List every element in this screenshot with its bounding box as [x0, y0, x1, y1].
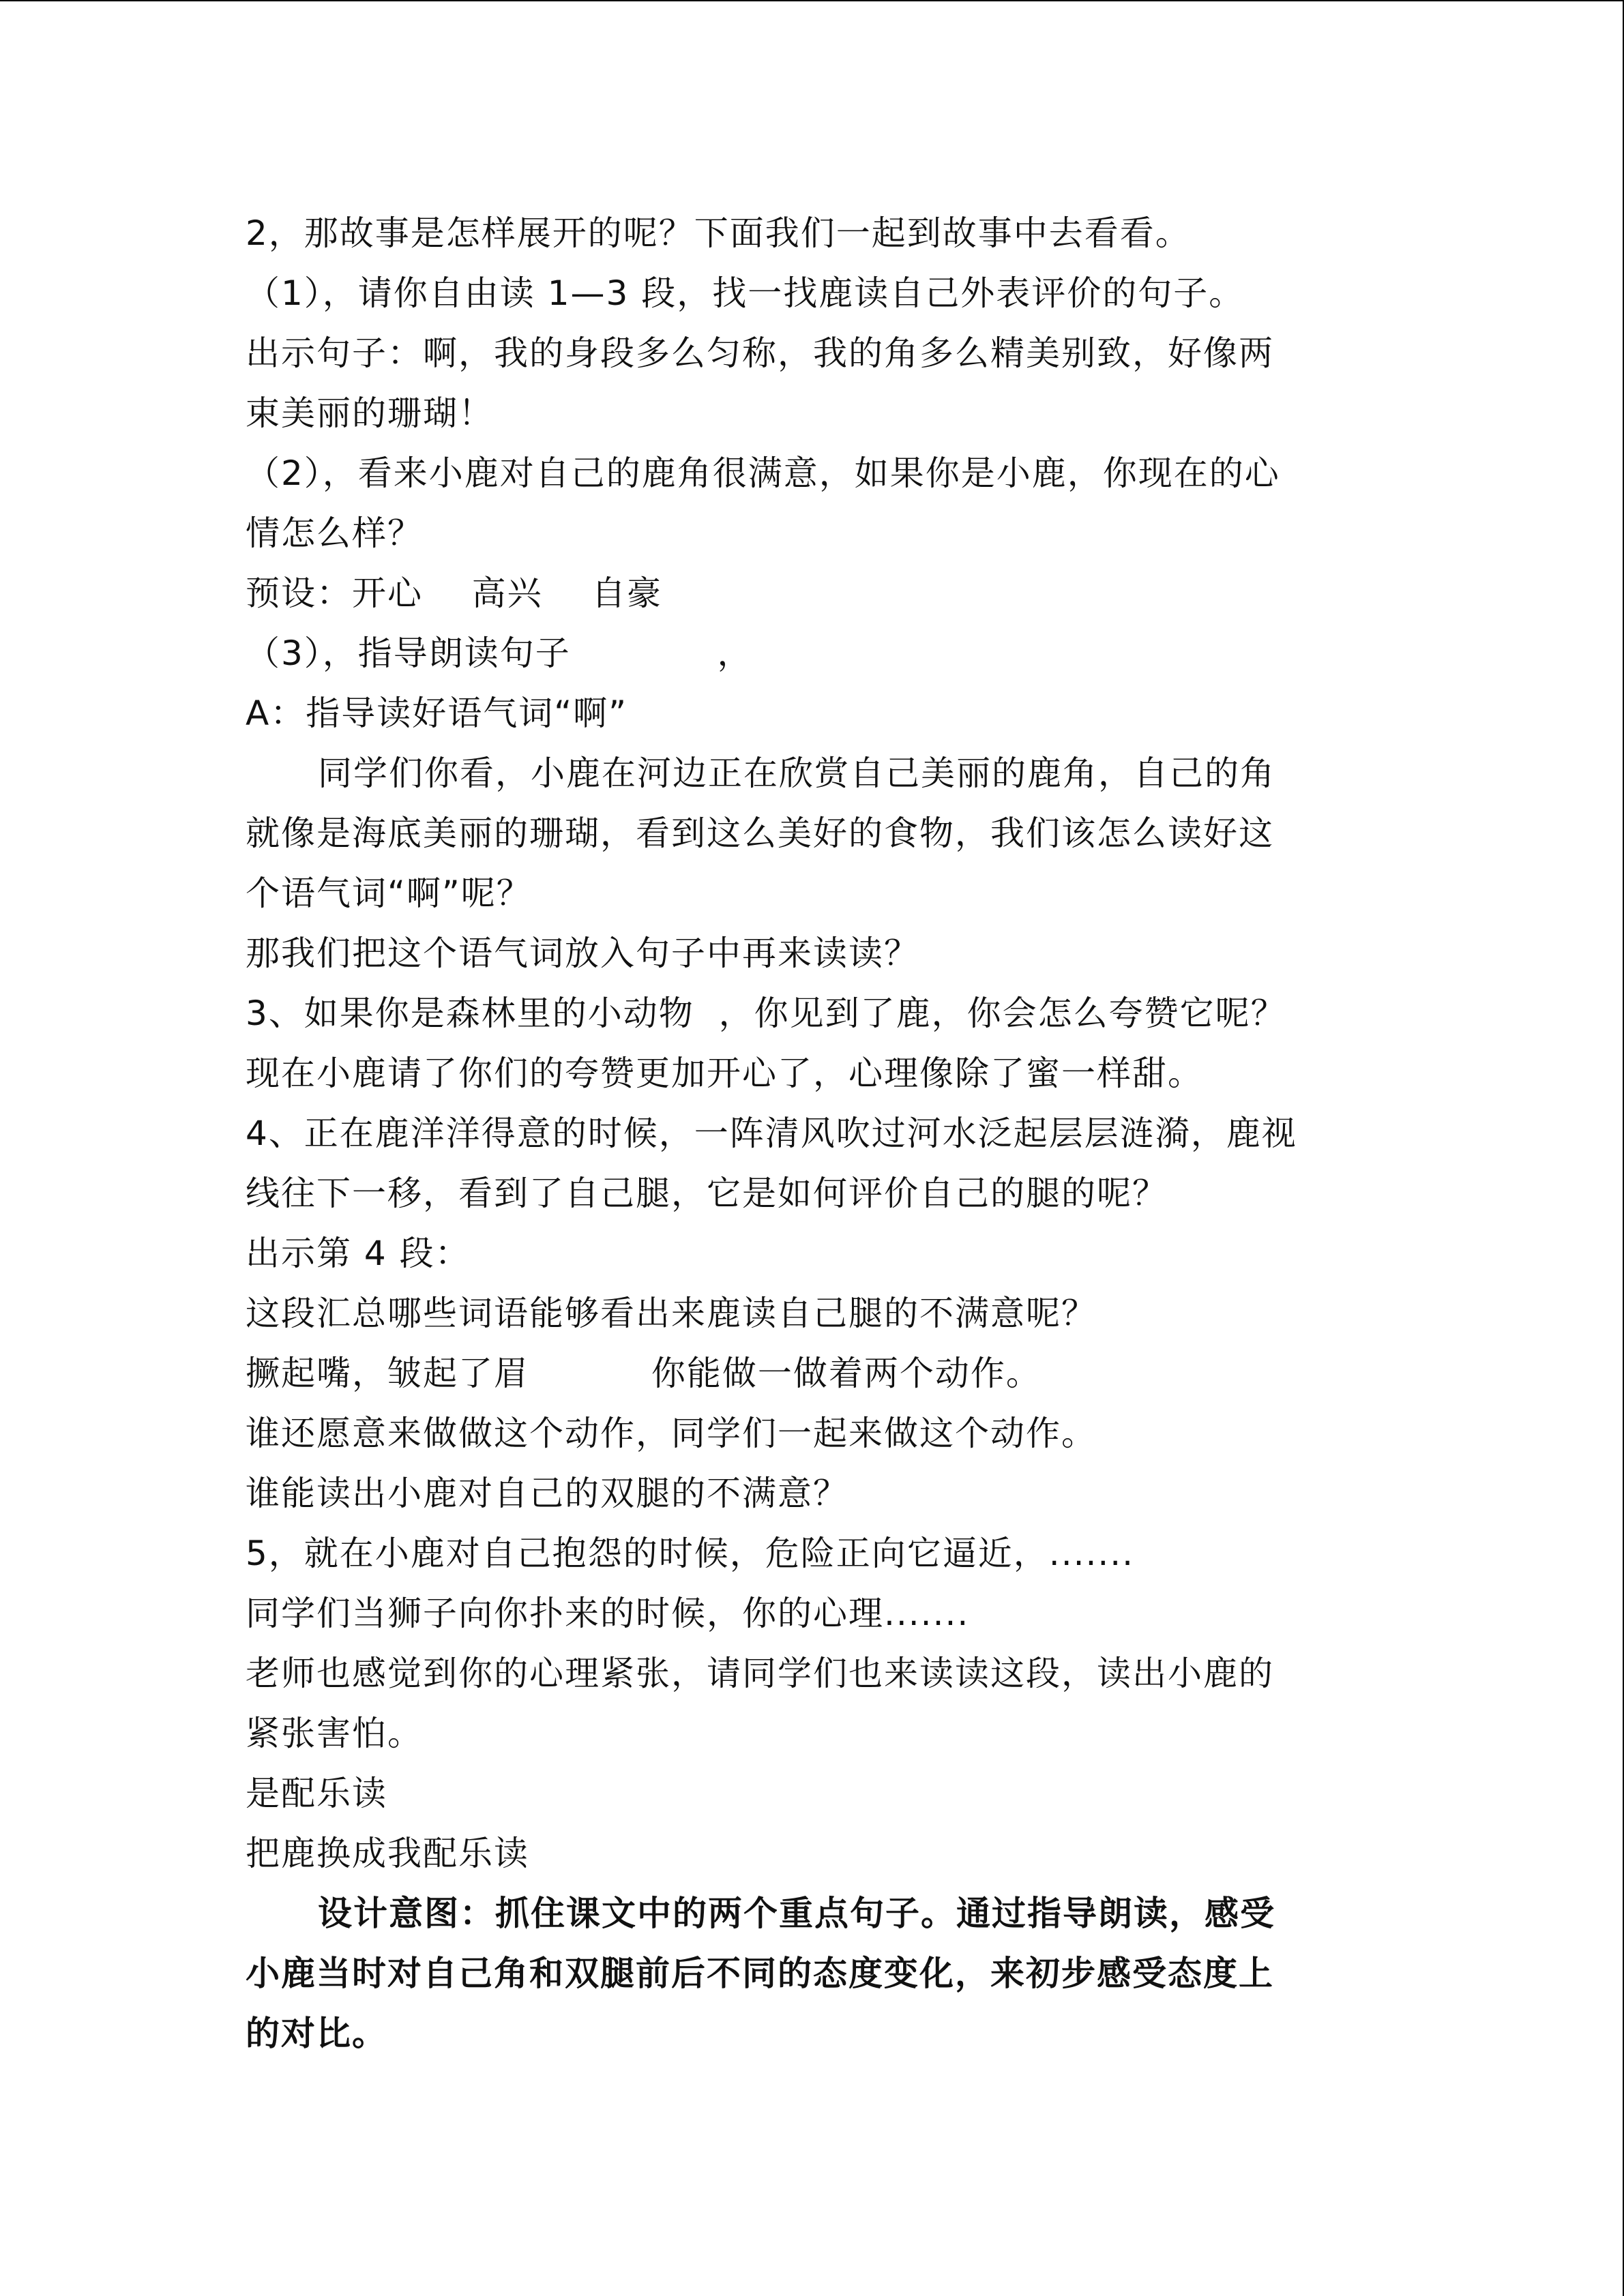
document-body	[246, 203, 1378, 2063]
page-border-top	[0, 0, 1624, 1]
paragraph-line: 2，那故事是怎样展开的呢？下面我们一起到故事中去看看。	[246, 213, 1191, 253]
paragraph-line: 出示第 4 段：	[246, 1234, 471, 1273]
paragraph-line: 这段汇总哪些词语能够看出来鹿读自己腿的不满意呢？	[246, 1294, 1097, 1333]
design-intent-line: 小鹿当时对自己角和双腿前后不同的态度变化，来初步感受态度上	[246, 1954, 1274, 1993]
paragraph-line: A：指导读好语气词“啊”	[246, 694, 628, 733]
paragraph-line: （3），指导朗读句子 ，	[246, 633, 753, 673]
paragraph-line: 4、正在鹿洋洋得意的时候，一阵清风吹过河水泛起层层涟漪，鹿视	[246, 1114, 1297, 1153]
paragraph-line: 个语气词“啊”呢？	[246, 874, 532, 913]
paragraph-line: 预设：开心 高兴 自豪	[246, 573, 663, 613]
paragraph-line: 线往下一移，看到了自己腿，它是如何评价自己的腿的呢？	[246, 1174, 1168, 1213]
paragraph-line: 同学们你看，小鹿在河边正在欣赏自己美丽的鹿角，自己的角	[318, 754, 1275, 793]
paragraph-line: 束美丽的珊瑚！	[246, 393, 494, 433]
paragraph-line: 现在小鹿请了你们的夸赞更加开心了，心理像除了蜜一样甜。	[246, 1054, 1203, 1093]
design-intent-line: 设计意图：抓住课文中的两个重点句子。通过指导朗读，感受	[318, 1894, 1275, 1933]
paragraph-line: 把鹿换成我配乐读	[246, 1834, 529, 1873]
paragraph-line: 老师也感觉到你的心理紧张，请同学们也来读读这段，读出小鹿的	[246, 1654, 1274, 1693]
paragraph-line: 撅起嘴，皱起了眉 你能做一做着两个动作。	[246, 1354, 1042, 1393]
paragraph-line: 谁还愿意来做做这个动作，同学们一起来做这个动作。	[246, 1414, 1097, 1453]
paragraph-line: 就像是海底美丽的珊瑚，看到这么美好的食物，我们该怎么读好这	[246, 814, 1274, 853]
paragraph-line: 3、如果你是森林里的小动物 ，你见到了鹿，你会怎么夸赞它呢？	[246, 994, 1286, 1033]
paragraph-line: 出示句子：啊，我的身段多么匀称，我的角多么精美别致，好像两	[246, 333, 1274, 373]
paragraph-line: 那我们把这个语气词放入句子中再来读读？	[246, 934, 919, 973]
paragraph-line: 情怎么样？	[246, 513, 423, 553]
design-intent-line: 的对比。	[246, 2014, 387, 2053]
paragraph-line: 是配乐读	[246, 1774, 387, 1813]
paragraph-line: 同学们当狮子向你扑来的时候，你的心理.......	[246, 1594, 970, 1633]
paragraph-line: （1），请你自由读 1—3 段，找一找鹿读自己外表评价的句子。	[246, 273, 1245, 313]
paragraph-line: （2），看来小鹿对自己的鹿角很满意，如果你是小鹿，你现在的心	[246, 453, 1280, 493]
paragraph-line: 5，就在小鹿对自己抱怨的时候，危险正向它逼近，.......	[246, 1534, 1135, 1573]
paragraph-line: 谁能读出小鹿对自己的双腿的不满意？	[246, 1474, 848, 1513]
paragraph-line: 紧张害怕。	[246, 1714, 423, 1753]
